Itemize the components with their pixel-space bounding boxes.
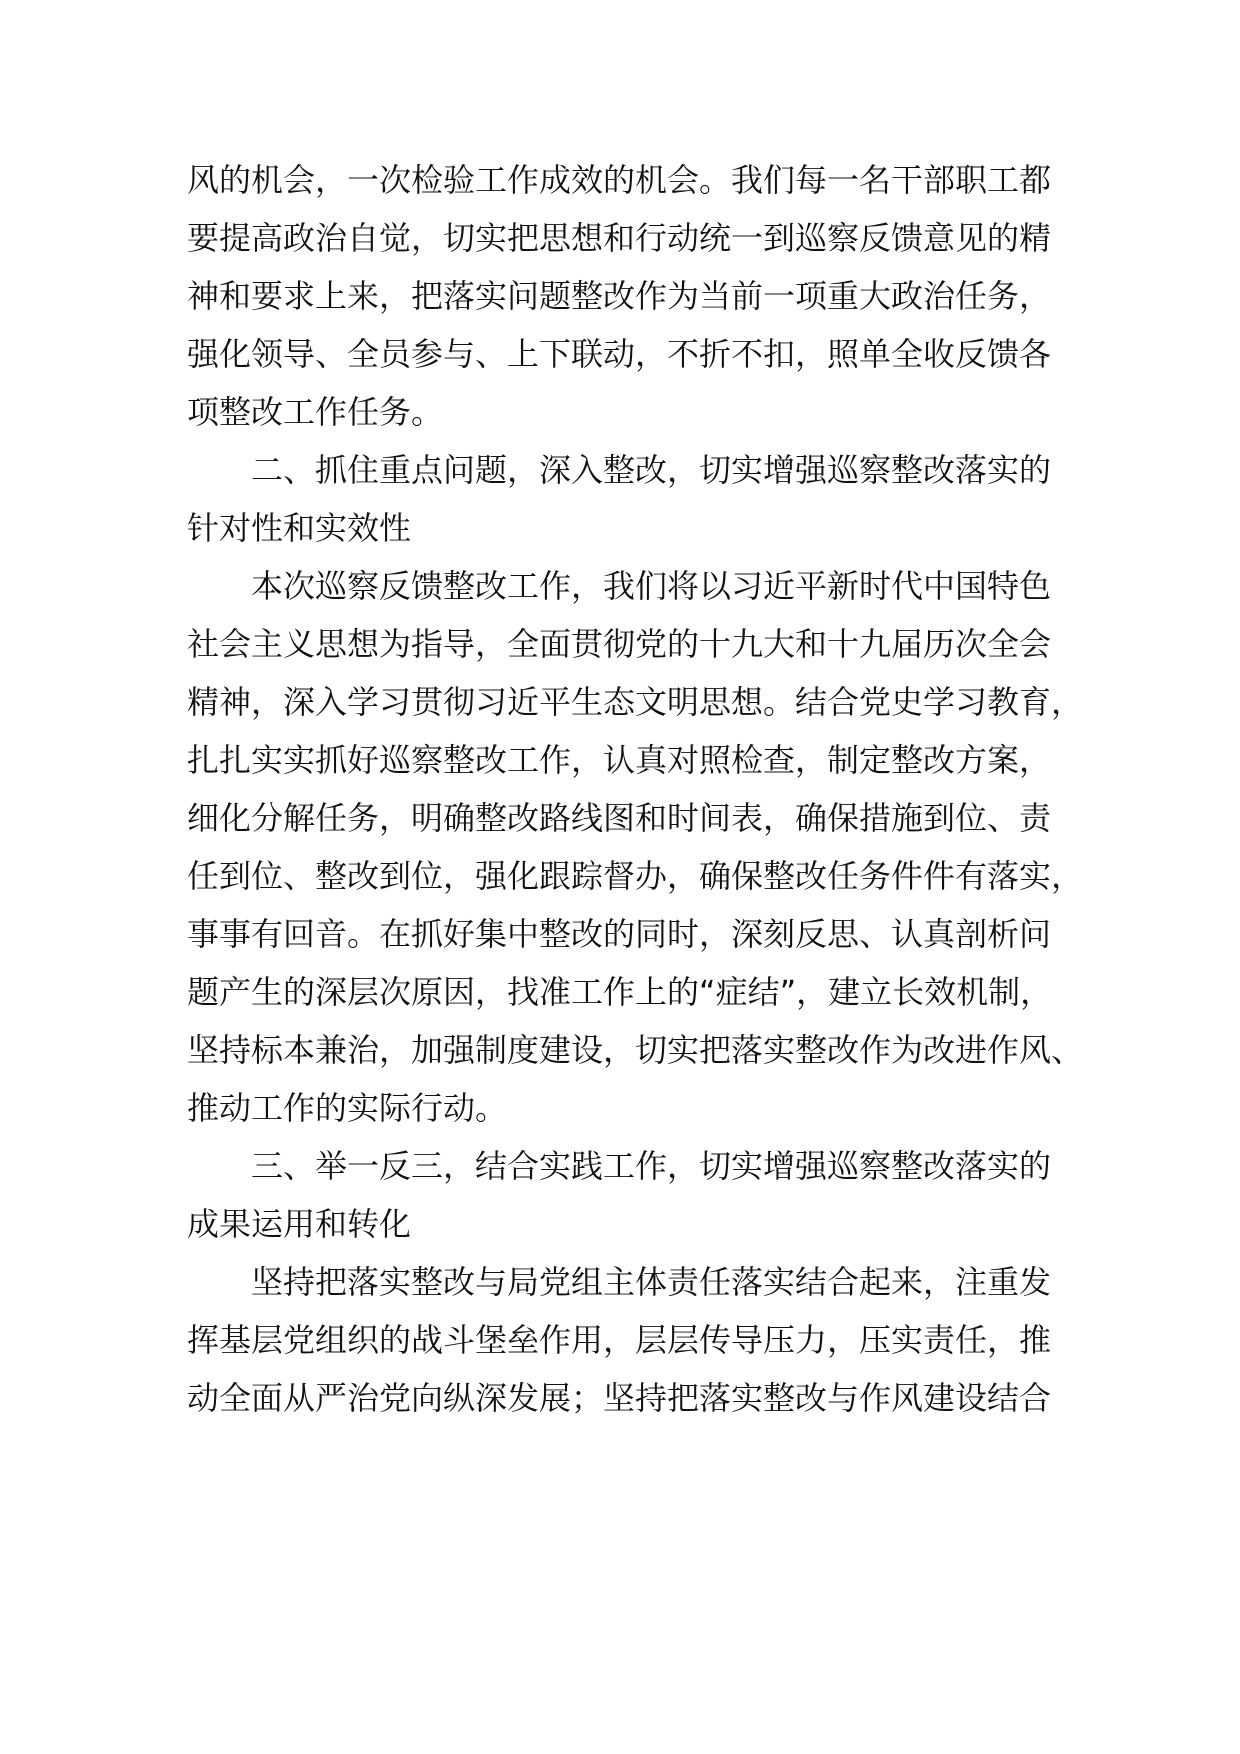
body-text-line: 精神，深入学习贯彻习近平生态文明思想。结合党史学习教育， [187, 683, 1084, 721]
body-text-line: 强化领导、全员参与、上下联动，不折不扣，照单全收反馈各 [187, 335, 1052, 373]
body-text-line: 本次巡察反馈整改工作，我们将以习近平新时代中国特色 [251, 567, 1052, 605]
body-text-line: 任到位、整改到位，强化跟踪督办，确保整改任务件件有落实， [187, 857, 1084, 895]
body-text-line: 细化分解任务，明确整改路线图和时间表，确保措施到位、责 [187, 799, 1052, 837]
body-text-line: 事事有回音。在抓好集中整改的同时，深刻反思、认真剖析问 [187, 915, 1052, 953]
body-text-line: 风的机会，一次检验工作成效的机会。我们每一名干部职工都 [187, 161, 1052, 199]
body-text-line: 项整改工作任务。 [187, 393, 444, 431]
section-heading-line: 三、举一反三，结合实践工作，切实增强巡察整改落实的 [251, 1147, 1052, 1185]
body-text-line: 挥基层党组织的战斗堡垒作用，层层传导压力，压实责任，推 [187, 1321, 1052, 1359]
section-heading-line: 二、抓住重点问题，深入整改，切实增强巡察整改落实的 [251, 451, 1052, 489]
body-text-line: 动全面从严治党向纵深发展；坚持把落实整改与作风建设结合 [187, 1379, 1052, 1417]
body-text-line: 坚持标本兼治，加强制度建设，切实把落实整改作为改进作风、 [187, 1031, 1084, 1069]
body-text-line: 推动工作的实际行动。 [187, 1089, 508, 1127]
body-text-line: 坚持把落实整改与局党组主体责任落实结合起来，注重发 [251, 1263, 1052, 1301]
section-heading-line: 成果运用和转化 [187, 1205, 412, 1243]
body-text-line: 社会主义思想为指导，全面贯彻党的十九大和十九届历次全会 [187, 625, 1052, 663]
body-text-line: 题产生的深层次原因，找准工作上的“症结”，建立长效机制， [187, 973, 1053, 1011]
section-heading-line: 针对性和实效性 [187, 509, 412, 547]
body-text-line: 扎扎实实抓好巡察整改工作，认真对照检查，制定整改方案， [187, 741, 1052, 779]
body-text-line: 神和要求上来，把落实问题整改作为当前一项重大政治任务， [187, 277, 1052, 315]
body-text-line: 要提高政治自觉，切实把思想和行动统一到巡察反馈意见的精 [187, 219, 1052, 257]
